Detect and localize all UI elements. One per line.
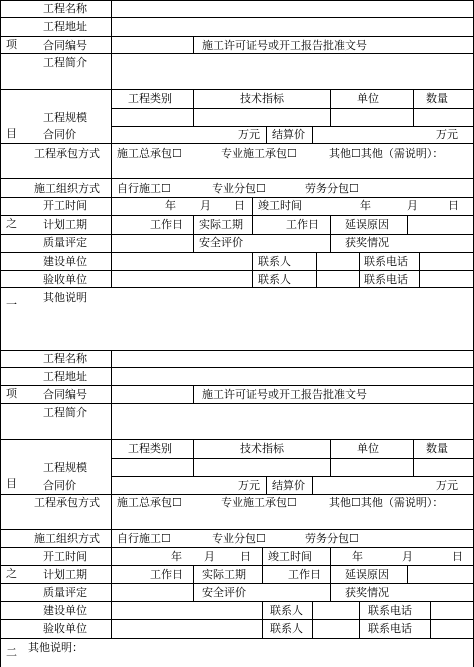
label-planned-period: 计划工期 [43, 218, 87, 231]
label-awards: 获奖情况 [345, 586, 389, 599]
label-start-time: 开工时间 [43, 199, 87, 212]
label-builder: 建设单位 [43, 255, 87, 268]
label-completion-time: 竣工时间 [268, 550, 312, 563]
label-completion-time: 竣工时间 [258, 199, 302, 212]
label-project-scale: 工程规模 [43, 461, 87, 474]
option-specialty-sub[interactable]: 专业分包☐ [212, 532, 266, 545]
date-day: 日 [452, 550, 463, 563]
date-month: 月 [407, 199, 418, 212]
label-permit-no: 施工许可证号或开工报告批准文号 [202, 388, 367, 401]
header-unit: 单位 [357, 92, 379, 105]
label-project-address: 工程地址 [43, 20, 87, 33]
label-project-name: 工程名称 [43, 352, 87, 365]
label-contact-phone: 联系电话 [364, 273, 408, 286]
option-specialty-contract[interactable]: 专业施工承包☐ [221, 147, 297, 160]
label-delay-reason: 延误原因 [345, 568, 389, 581]
option-specialty-sub[interactable]: 专业分包☐ [212, 182, 266, 195]
side-char: 项 [6, 38, 17, 51]
side-char: 一 [6, 298, 17, 311]
label-quality-rating: 质量评定 [43, 586, 87, 599]
header-quantity: 数量 [426, 442, 448, 455]
label-acceptance: 验收单位 [43, 273, 87, 286]
label-settlement-price: 结算价 [272, 479, 305, 492]
label-organization: 施工组织方式 [34, 532, 100, 545]
label-project-name: 工程名称 [43, 2, 87, 15]
label-contact-phone: 联系电话 [364, 255, 408, 268]
date-year: 年 [352, 550, 363, 563]
label-project-brief: 工程简介 [43, 406, 87, 419]
label-project-scale: 工程规模 [43, 111, 87, 124]
side-char: 目 [6, 477, 17, 490]
date-day: 日 [234, 199, 245, 212]
unit-workdays: 工作日 [150, 568, 183, 581]
date-month: 月 [204, 550, 215, 563]
option-specialty-contract[interactable]: 专业施工承包☐ [221, 496, 297, 509]
label-contract-no: 合同编号 [43, 39, 87, 52]
header-category: 工程类别 [128, 92, 172, 105]
unit-wan-yuan: 万元 [238, 128, 260, 141]
option-labor-sub[interactable]: 劳务分包☐ [305, 182, 359, 195]
option-self-build[interactable]: 自行施工☐ [117, 182, 171, 195]
label-contact: 联系人 [270, 604, 303, 617]
label-builder: 建设单位 [43, 604, 87, 617]
label-contact: 联系人 [258, 255, 291, 268]
label-contract-mode: 工程承包方式 [34, 147, 100, 160]
date-month: 月 [200, 199, 211, 212]
unit-workdays: 工作日 [150, 218, 183, 231]
label-acceptance: 验收单位 [43, 622, 87, 635]
option-labor-sub[interactable]: 劳务分包☐ [305, 532, 359, 545]
label-contract-mode: 工程承包方式 [34, 496, 100, 509]
header-quantity: 数量 [426, 92, 448, 105]
label-contact-phone: 联系电话 [368, 604, 412, 617]
header-tech-index: 技术指标 [240, 92, 284, 105]
option-other[interactable]: 其他☐其他（需说明）： [329, 147, 444, 160]
date-month: 月 [402, 550, 413, 563]
label-actual-period: 实际工期 [202, 568, 246, 581]
label-project-brief: 工程简介 [43, 56, 87, 69]
label-contract-price: 合同价 [43, 479, 76, 492]
date-year: 年 [165, 199, 176, 212]
unit-wan-yuan: 万元 [436, 128, 458, 141]
date-year: 年 [171, 550, 182, 563]
side-char: 二 [6, 646, 17, 659]
option-general-contract[interactable]: 施工总承包☐ [117, 496, 182, 509]
header-unit: 单位 [357, 442, 379, 455]
label-organization: 施工组织方式 [34, 182, 100, 195]
date-day: 日 [240, 550, 251, 563]
label-actual-period: 实际工期 [199, 218, 243, 231]
label-other-desc: 其他说明 [43, 291, 87, 304]
label-planned-period: 计划工期 [43, 568, 87, 581]
label-settlement-price: 结算价 [272, 128, 305, 141]
date-day: 日 [448, 199, 459, 212]
unit-workdays: 工作日 [288, 568, 321, 581]
side-char: 项 [6, 387, 17, 400]
label-delay-reason: 延误原因 [345, 218, 389, 231]
header-category: 工程类别 [128, 442, 172, 455]
side-char: 之 [6, 217, 17, 230]
label-project-address: 工程地址 [43, 370, 87, 383]
date-year: 年 [360, 199, 371, 212]
header-tech-index: 技术指标 [240, 442, 284, 455]
label-safety-rating: 安全评价 [199, 236, 243, 249]
option-other[interactable]: 其他☐其他（需说明）： [329, 496, 444, 509]
label-quality-rating: 质量评定 [43, 236, 87, 249]
label-contact: 联系人 [258, 273, 291, 286]
label-other-desc: 其他说明： [28, 641, 83, 654]
label-contract-price: 合同价 [43, 128, 76, 141]
unit-workdays: 工作日 [286, 218, 319, 231]
label-permit-no: 施工许可证号或开工报告批准文号 [202, 39, 367, 52]
option-self-build[interactable]: 自行施工☐ [117, 532, 171, 545]
side-char: 之 [6, 567, 17, 580]
label-contact-phone: 联系电话 [368, 622, 412, 635]
label-contact: 联系人 [270, 622, 303, 635]
label-start-time: 开工时间 [43, 550, 87, 563]
unit-wan-yuan: 万元 [238, 479, 260, 492]
option-general-contract[interactable]: 施工总承包☐ [117, 147, 182, 160]
label-safety-rating: 安全评价 [202, 586, 246, 599]
label-awards: 获奖情况 [345, 236, 389, 249]
unit-wan-yuan: 万元 [436, 479, 458, 492]
label-contract-no: 合同编号 [43, 388, 87, 401]
side-char: 目 [6, 127, 17, 140]
